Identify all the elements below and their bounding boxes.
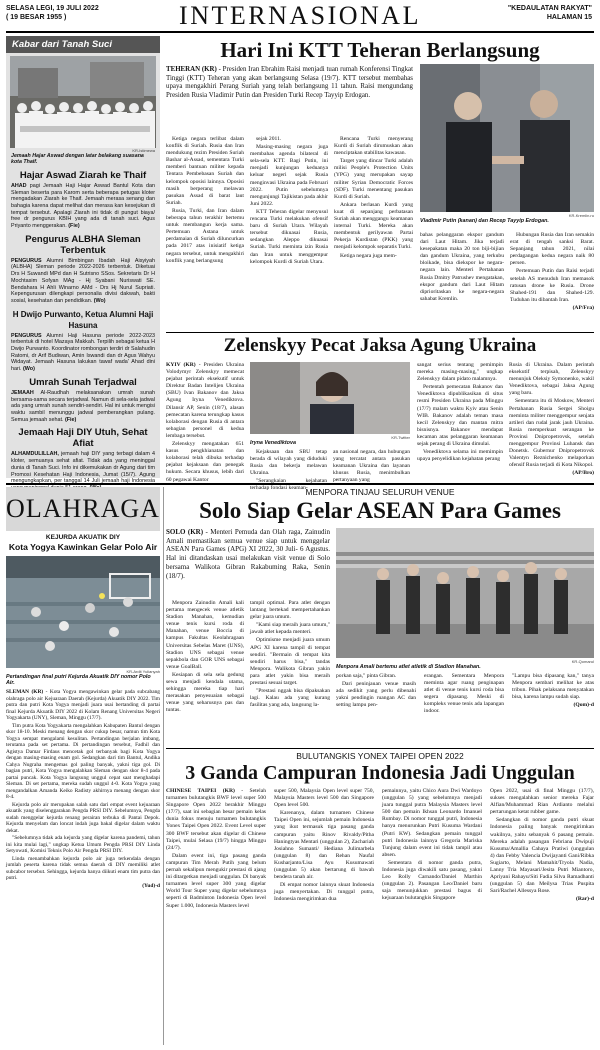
paragraph: [166, 788, 266, 852]
ktt-column-5: [510, 232, 594, 312]
polo-photo: [6, 556, 160, 668]
ganda-column-4: [490, 788, 594, 904]
ganda-column-3: [382, 788, 482, 904]
paragraph: Zelenskyy mengatakan 651 kasus pengkhianatan dan kolaborasi telah dibuka terhadap pejabat kejaksaan dan penegak hukum. Secara khusus, lebih dari 60 pegawai Kantor: [166, 441, 244, 483]
sidebar-item-lead: PENGURUS: [11, 257, 42, 264]
ganda-author-tag: (Rar)-d: [575, 896, 594, 903]
paragraph: pemainnya, yaitu Chico Aura Dwi Wardoyo (unggulan 5) yang sebelumnya menjadi juara tunggal putra Malaysia Masters level 500 dan pemain Ikhsan Leonardo Imanuel Rumbay. Di nomor tunggal putri, Indonesia hanya menurunkan Putri Kusuma Wardani (Putri KW). Sedangkan pemain tunggal putri Indonesia lainnya Gregoria Mariska Tunjung dalam event ini tidak tampil atau absen.: [382, 788, 482, 858]
solo-author-tag: (Qom)-d: [573, 702, 594, 709]
sidebar-item-tag: (Fie): [64, 416, 77, 423]
ktt-bottom-rule: [166, 332, 594, 333]
section-divider: [6, 483, 594, 485]
sidebar-item-tag: (Fie): [68, 223, 80, 230]
ktt-column-4: [420, 232, 504, 304]
paragraph: Kesiapan di sela sela gedung sewa menjadi kendala utama, sehingga mereka tiap hari merasakan penyesuaian sebagai venue yang seharusnya pas dan tuntas.: [166, 671, 244, 714]
olahraga-banner: [6, 487, 160, 531]
menpora-photo: [336, 528, 594, 658]
sidebar-item-title: Hajar Aswad Ziarah ke Thaif: [19, 169, 147, 181]
polo-headline: Kota Yogya Kawinkan Gelar Polo Air: [8, 542, 158, 552]
polo-author-tag: (Yud)-d: [142, 882, 160, 889]
masthead-jawa-date: ( 19 BESAR 1955 ): [6, 14, 67, 21]
paragraph: Sementara itu di Moskow, Menteri Pertahanan Rusia Sergei Shoigu meminta militer menggempur senjata artileri dan rudal jarak jauh Ukraina. Rusia memperkuat serangan ke Provinsi Dnipropetrovsk, setelah menggempur Provinsi Luhansk dan Donetsk. Gubernur Dnipropetrovsk Valentyn Reznichenko melaporkan ofensif Rusia terjadi di Kota Nikopol.: [509, 398, 594, 469]
paragraph: Sedangkan di nomor ganda putri skuat Indonesia paling banyak mengirimkan wakilnya, yaitu sebanyak 6 pasang pemain. Mereka adalah pasangan Febriana Dwipuji Kusuma/Amallia Cahaya Pratiwi (unggulan 4) dan Febby Valencia Dwijayanti Gani/Ribka Sugiarto, Melani Mamahit/Tryola Nadia, Lanny Tria Mayasari/Jesita Putri Miantoro, Apriyani Rahayu/Siti Fadia Silva Ramadhanti (unggulan 5) dan Meilysa Trias Puspita Sari/Rachel Allessya Rose.: [490, 817, 594, 895]
athletes-stadium-photo-icon: [336, 528, 594, 658]
solo-column-3: [336, 673, 416, 710]
paragraph: sejak 2011.: [256, 136, 282, 142]
sidebar-photo-caption: Jemaah Hajar Aswad dengan latar belakang suasana kota Thaif.: [11, 153, 144, 166]
solo-headline: Solo Siap Gelar ASEAN Para Games: [199, 498, 561, 523]
column-divider: [163, 487, 164, 1045]
sidebar-photo: [10, 56, 156, 148]
polo-body: [6, 689, 160, 889]
sidebar-item-title: Pengurus ALBHA Sleman Terbentuk: [25, 233, 141, 256]
olahraga-banner-text: OLAHRAGA: [6, 494, 160, 523]
zel-author-tag: (AP/Bro): [572, 470, 594, 477]
putin-erdogan-photo: [420, 64, 594, 212]
paragraph: Rusia di Ukraina. Dalam perintah eksekutif terpisah, Zelenskyy menunjuk Oleksiy Symonenko, wakil Venediktova, sebagai Jaksa Agung yang baru.: [509, 362, 594, 397]
haji-sidebar: [6, 36, 160, 485]
sidebar-item-title: H Dwijo Purwanto, Ketua Alumni Haji Hasuna: [12, 309, 154, 330]
sidebar-item-lead: JEMAAH: [11, 389, 34, 396]
polo-kicker: KEJURDA AKUATIK DIY: [45, 534, 121, 541]
sidebar-item-text: jemaah haji DIY yang terbagi dalam 4 kloter, semuanya sehat afiat. Tidak ada yang meninggal dunia di Tanah Suci. Info ini dikemukakan dr Agung dari tim Promosi Kesehatan Haji Indonesia, Jumat (15/7). Agung mengungkapkan, per tanggal 14 Juli jemaah haji Indonesia: [11, 451, 155, 485]
paragraph: Dari peninjauan venue masih ada sedikit yang perlu dibenahi yakni pendingin ruangan AC dan setting lampu pen-: [336, 681, 416, 709]
ganda-headline: 3 Ganda Campuran Indonesia Jadi Unggulan: [185, 762, 575, 784]
paragraph: tampil optimal. Para atlet dengan lantang bertekad mempertahankan gelar juara umum.: [250, 600, 330, 621]
paragraph: Rencana Turki menyerang Kurdi di Suriah dirumuskan akan menciptakan stabilitas kawasan.: [334, 136, 413, 157]
paper-info: [508, 4, 592, 22]
paragraph: an nasional negara, dan hubungan yang tercatat antara pasukan keamanan Ukraina dan layanan khusus Rusia, menimbulkan pertanyaan yang: [333, 449, 410, 484]
sidebar-item: [11, 377, 155, 424]
sidebar-item-tag: (Wo): [23, 366, 35, 373]
paragraph: "Kami siap meraih juara umum," jawab atlet kepada menteri.: [250, 622, 331, 636]
ganda-column-1: [166, 788, 266, 911]
solo-dateline: SOLO (KR): [166, 528, 204, 536]
paragraph: Kejurda polo air merupakan salah satu dari empat event kejuaraan akuatik yang diselenggarakan Pengda PRSI DIY. Sebelumnya, Pengda sudah menggelar kejurda renang perairan terbuka di Pantai Depok. Kejurda menyelam dan loncat indah juga bakal digelar dalam waktu dekat.: [6, 801, 160, 834]
page-number: HALAMAN 15: [546, 14, 592, 21]
portrait-photo-icon: [250, 362, 410, 434]
sidebar-item-text: Al-Raudhah melaksanakan umrah sunah bersama-sama secara terjadwal. Namun di sela-sela jadwal ada yang umrah sunah sendiri-sendiri. Hal ini untuk mengisi waktu sambil menunggu jadwal pemberangkan pulang. Semua jemaah sehat.: [11, 389, 155, 423]
paragraph: [166, 362, 244, 440]
sidebar-item: [11, 427, 155, 491]
sidebar-item: [11, 309, 155, 373]
masthead-rule: [6, 31, 594, 33]
paragraph: Ketiga negara terlibat dalam konflik di Suriah. Rusia dan Iran mendukung rezim Presiden Suriah Bashar al-Assad, sementara Turki memberi bantuan militer kepada Tentara Pembebasan Suriah dan kelompok oposisi lainnya. Oposisi masih berperang melawan pasukan Assad di barat laut Suriah.: [166, 136, 244, 206]
paragraph: Target yang dincar Turki adalah milisi People's Protection Units (YPG) yang merupakan sayap militer Syrian Democratic Forces (SDF). Turki menentang pasukan Kurdi di Suriah.: [334, 158, 413, 200]
polo-photo-caption: Pertandingan final putri Kejurda Akuatik DIY nomor Polo Air.: [6, 674, 151, 687]
ganda-dateline: CHINESE TAIPEI (KR): [166, 788, 235, 794]
masthead-date: SELASA LEGI, 19 JULI 2022: [6, 5, 99, 12]
paper-name: "KEDAULATAN RAKYAT": [507, 5, 592, 12]
solo-kicker: MENPORA TINJAU SELURUH VENUE: [305, 487, 455, 497]
zel-column-4: [417, 362, 503, 464]
paragraph: "Prestasi nggak bisa dipaksakan lagi. Kalau ada yang kurang fasilitas yang ada, langsung la-: [250, 688, 330, 709]
sidebar-item-lead: AHAD: [11, 182, 27, 189]
solo-column-5: [512, 673, 594, 709]
solo-lead-text: - Menteri Pemuda dan Olah raga, Zainudin Amali memastikan semua venue siap untuk menggelar ASEAN Para Games (APG) XI 2022, 30 Juli- 6 Agustus. Hal ini ditandaskan usai melakukan visit venue di Solo bersama Walikota Gibran Rakabuming Raka, Senin (18/7).: [166, 528, 330, 580]
zel-column-3: [333, 449, 410, 485]
paragraph: Tim putra Kota Yogyakarta mengalahkan Kabupaten Bantul dengan skor 18-10. Meski menang dengan skor cukup besar, namun tim Kota Yogya sempat mengalami kesulitan. Pertandingan berjalan imbang, terutama pada set pertama. Di pertandingan tersebut, Fadhil dan Agistya Damar Firdaus mencetak gol terbanyak bagi Kota Yogya dengan masing-masing enam gol. Sedangkan dari tim Bantul, Andika Cahya Nugraha mengemas gol paling banyak, yakni tiga gol. Di bagian putri, Kota Yogya mengalahkan Sleman dengan skor 8-4 pada partai puncak. Kota Yogya langsung unggul cepat saat menghadapi Sleman. Di set pertama, mereka sudah unggul 4-0. Kota Yogya yang mengandalkan Amanda Keiko Radisty akhirnya menang dengan skor 8-4.: [6, 722, 160, 800]
ktt-dateline: TEHERAN (KR): [166, 66, 217, 73]
sidebar-item-text: pagi Jemaah Haji Hajar Aswad Bantul Kota dan Sleman beserta para Karom serta beberapa petugas kloter mengadakan Ziarah ke Thaif. Jemaah merasa senang dan bahagia karena dapat melihat dan merasa kan kesejukan di tempat tersebut. Apalagi Ziarah ini tidak di pungut biaya/ free dr pengurus KBIH yang ada di tanah suci. Agus Priyanto menggerakan.: [11, 182, 155, 230]
zel-headline: Zelenskyy Pecat Jaksa Agung Ukraina: [223, 335, 537, 356]
polo-dateline: SLEMAN (KR): [6, 689, 44, 695]
ktt-photo-caption: Vladimir Putin (kanan) dan Recep Tayyip Erdogan.: [420, 218, 549, 224]
paragraph: bahas pelanggaran ekspor gandum dari Laut Hitam. Jika terjadi kesepakatan maka 20 ton biji-bijian dan gandum Ukraina, yang terkubu bloikade, bisa diekspor ke negara-negara lain. Menteri Pertahanan Rusia Dmitry Patrushev mengatakan, ekspor gandum dari Laut Hitam diprioritaskan ke negara-negara sahabat Kremlin.: [420, 232, 504, 302]
sidebar-item: [11, 234, 155, 305]
paragraph: Ankara berlasan Kurdi yang kuat di sepanjang perbatasan Suriah akan menggangu keamanan internal Turki. Mereka akan membentuk gerilyawan Partai Pekerja Kurdistan (PKK) yang menjadi kelompok separatis Turki.: [334, 201, 413, 251]
paragraph: Linda menambahkan kejurda polo air juga terkendala dengan jumlah peserta karena tidak semua daerah di DIY memiliki atlet subcabor tersebut. Sehingga, kejurda hanya diikuti enam tim putra dan putri.: [6, 855, 160, 881]
paragraph: Pertemuan Putin dan Raisi terjadi setelah AS menuduh Iran memasok ratusan drone ke Rusia. Drone Shahed-191 dan Shahed-129. Tuduhan itu dibantah Iran.: [510, 268, 594, 303]
paragraph: Masing-masing negara juga membahas agenda bilateral di sela-sela KTT. Bagi Putin, ini menjadi kunjungan keduanya keluar negeri sejak Rusia menginvasi Ukraina pada Februari 2022. Putin sebelumnya mengunjungi Tajikistan pada akhir Juni 2022.: [250, 144, 328, 207]
paragraph: sangat serius tentang pemimpin mereka masing-masing," ungkap Zelenskyy dalam pidato malamnya.: [417, 362, 503, 383]
ganda-column-2: [274, 788, 374, 905]
paragraph: Ketiga negara juga mem-: [340, 252, 397, 259]
sidebar-item-title: Umrah Sunah Terjadwal: [29, 376, 137, 388]
paragraph: Open 2022, usai di final Minggu (17/7), sukses mengalahkan senior mereka Fajar Alfian/Muhammad Rian Ardianto melalui pertarungan ketat rubber game.: [490, 788, 594, 816]
paragraph-text: - Presiden Ukraina Volodymyr Zelenskyy memecat pejabat perintah eksekutif untuk Direktur Badan Intelijen Ukraina (SBU) Ivan Bakanov dan Jaksa Agung Iryna Venediktova. Dilansir AP, Senin (18/7), alasan pemecatan karena terungkap kasus kolaborasi dengan Rusia di antara sebagian personel di kedua lembaga tersebut.: [166, 362, 244, 439]
venediktova-photo: [250, 362, 410, 434]
sidebar-items: [6, 170, 160, 492]
paragraph: [6, 689, 160, 722]
paragraph: Menpora Zainudin Amali kali pertama mengecek venue atletik Stadion Manahan, kemudian venue tenis kursi roda di Manahan, venue Boccia di kampus Fakultas Keolahragaan Universitas Sebelas Maret (UNS), Stadion UNS sebagai venue sepakbola dan GOR UNS sebagai venue GoalBall.: [166, 600, 244, 670]
sidebar-item-text: Alumni Bimbingan Ibadah Haji Aisyiyah (ALBHA) Sleman periode 2022-2026 terbentuk. Diketuai Drs H Suwandi MPd dan H Sutrisno SSos. Sekretaris Dr H Mochtasim Sofyan MAg - Hj Syabani Nuriswati SE. Bendahara H Ahli Winarno AMd - Drs Hj Nurul Supriati. Kepengurusan dilengkapi personalia divisi dakwah, bakti sosial, kesehatan dan pendidikan.: [11, 257, 155, 304]
sidebar-photo-credit: KR-Istimewa: [132, 148, 155, 153]
ktt-column-1: [166, 136, 244, 266]
sidebar-item-lead: ALHAMDULILLAH,: [11, 451, 59, 458]
zel-photo-caption: Iryna Venediktova: [250, 440, 296, 446]
paragraph: "Serangkaian kejahatan terhadap fondasi keaman-: [250, 478, 327, 492]
solo-lead: [166, 528, 330, 580]
paragraph: Pertentah pemecatan Bakanov dan Venediktova dipublikasikan di situs resmi Presiden Ukraina pada Minggu (17/7) malam waktu Kyiv atau Senin WIB. Bakanov adalah teman masa kecil Zelenskyy dan mantan mitra bisnisnya. Bakanov mendapat kecaman atas pelanggaran keamanan sejak perang di Ukraina dimulai.: [417, 384, 503, 448]
water-polo-photo-icon: [6, 556, 160, 668]
zel-column-5: [509, 362, 594, 478]
paragraph: Kejaksaan dan SBU tetap berada di wilayah yang diduduki Rusia dan bekerja melawan Ukraina.: [250, 449, 327, 477]
polo-photo-credit: KR-Ardit Yulianyah: [126, 669, 160, 674]
paragraph: Optimisme menjadi juara umum APG XI karena tampil di tempat sendiri. "Bermain di tempat kita sendiri harus bisa," tandas Menpora. Walikota Gibran yakin para atlet yakin bisa meraih prestasi sesuai target.: [250, 637, 330, 687]
zel-dateline: KYIV (KR): [166, 362, 196, 368]
paragraph: KTT Teheran digelar menyusul rencana Turki melakukan ofensif baru di Suriah Utara. Wilayah tersebut dikuasai Rusia, sedangkan Aleppo dikuasai Suriah. Turki meminta izin Rusia dan Iran untuk menggempur kelompok Kurdi di Suriah Utara.: [250, 208, 328, 265]
pilgrims-photo-icon: [10, 56, 156, 148]
sidebar-item: [11, 170, 155, 230]
paragraph-text: - Setelah turnamen bulutangkis BWF level super 500 Singapore Open 2022 berakhir Minggu (17/7), saat ini sebagian besar pemain kelas dunia fokus menuju turnamen bulutangkis Yonex Taipei Open 2022. Event Level super 300 BWF tersebut akan digelar di Chinese Taipei, mulai Selasa (19/7) hingga Minggu (24/7).: [166, 788, 266, 851]
paragraph: Karenanya, dalam turnamen Chinese Taipei Open ini, sejumlah pemain Indonesia yang ikut termasuk tiga pasang ganda campuran yaitu Rinov Rivaldy/Pitha Haningtyas Mentari (unggulan 2), Zachariah Josiahno Sumanti/ Hediana Julimarbela (unggulan 8) dan Rehan Naufal Kusharjanto/Lisa Ayu Kusumawati (unggulan 5) akan bertarung di bawah bendera tanah air.: [274, 810, 374, 881]
paragraph: "Lampu bisa dipasang kan," tanya Menpora sembari melihat ke atas tribun. Pihak pelaksana menyatakan bisa, karena lampu sudah siap.: [512, 673, 594, 701]
ganda-kicker: BULUTANGKIS YONEX TAIPEI OPEN 2022: [296, 751, 464, 761]
paragraph: erangan. Sementara Menpora meminta agar ruang penginapan atlet di venue tenis kursi roda bisa segera dipasang. Meski di kompleks venue tenis ada lapangan indoor.: [424, 673, 504, 715]
handshake-photo-icon: [420, 64, 594, 212]
ktt-lead: [166, 66, 413, 100]
paragraph: Dalam event ini, tiga pasang ganda campuran Tim Merah Putih yang belum pernah sekalipun mengukir prestasi di ajang ini ditargetkan menjadi unggulan. Di banyak turnamen level super 300 yang digelar World Tour Super yang digelar sebelumnya seperti di Badminton Indonesia Open level Super 1.000, Indonesia Masters level: [166, 852, 266, 909]
sidebar-item-tag: (Wo): [93, 297, 106, 304]
paragraph: Sementara di nomor ganda putra, Indonesia juga diwakili satu pasang, yakni Leo Rolly Carnando/Daniel Marthin (unggulan 2). Pasangan Leo/Daniel baru saja menunjukkan prestasi bagus di kejuaraan bulutangkis Singapore: [382, 859, 482, 902]
sidebar-item-lead: PENGURUS: [11, 332, 42, 339]
ktt-lead-text: - Presiden Iran Ebrahim Raisi menjadi tuan rumah Konferensi Tingkat Tinggi (KTT) Teheran yang akan berlangsung Selasa (19/7). KTT tersebut membahas upaya mengakhiri Perang Suriah yang telah berlangsung 11 tahun. Raisi mengundang Presiden Rusia Vladimir Putin dan Presiden Turki Recep Tayyip Erdogan.: [166, 66, 413, 99]
solo-column-1: [166, 600, 244, 716]
zel-column-1: [166, 362, 244, 485]
solo-bottom-rule: [166, 748, 594, 749]
paragraph: Venediktova selama ini memimpin upaya penyelidikan kejahatan perang: [417, 449, 503, 463]
ktt-column-2: [250, 136, 328, 267]
zel-photo-credit: KR-Twitter: [391, 435, 410, 440]
sidebar-item-title: Jemaah Haji DIY Utuh, Sehat Afiat: [18, 427, 148, 450]
section-title: INTERNASIONAL: [179, 1, 421, 30]
ktt-photo-credit: KR-Kremlin.ru: [568, 213, 594, 218]
paragraph: Hubungan Rusia dan Iran semakin erat di tengah sanksi Barat. Sepanjang tahun 2021, nilai perdagangan kedua negara naik 80 persen.: [510, 232, 594, 267]
ktt-headline: Hari Ini KTT Teheran Berlangsung: [220, 38, 540, 62]
paragraph: super 500, Malaysia Open level super 750, Malaysia Masters level 500 dan Singapore Open level 500.: [274, 788, 374, 809]
solo-photo-credit: KR-Qomarul: [571, 659, 594, 664]
paragraph: Rusia, Turki, dan Iran dalam beberapa tahun terakhir bertemu untuk membangun kerja sama. Pertemuan Astana untuk perdamaian di Suriah diluncurkan pada 2017 atas inisiatif ketiga negara tersebut, untuk mengakhiri konflik yang berlangsung: [166, 207, 244, 264]
ktt-author-tag: (AP/Fra): [572, 304, 594, 311]
sidebar-title-bar: Kabar dari Tanah Suci: [6, 36, 160, 53]
paragraph: porkan saja," pinta Gibran.: [336, 673, 397, 679]
solo-column-4: [424, 673, 504, 717]
paragraph-text: - Kota Yogya mengawinkan gelar pada subcabang olahraga polo air Kejuaraan Daerah (Kejurda) Akuatik DIY 2022. Tim putra dan putri Kota Yogya menjadi juara usai bertanding di partai final Kejurda Akuatik DIY 2022 di Kolam Renang Universitas Negeri Yogyakarta (UNY), Sleman, Minggu (17/7).: [6, 689, 160, 721]
solo-column-2: [250, 600, 330, 710]
sidebar-item-text: Alumni Haji Hasuna periode 2022-2023 terbentuk di hotel Mazaya Makkah. Terpilih sebagai ketua H Dwijo Purwanto. Koordinator rombongan terdiri dr Salahudin Ratomi, dr Arif Budiwan, Amin Iswandi dan dr Agus Wahyu Widayat. Jemaah Hasuna lakukan tawaf wada' Ahad dini hari.: [11, 332, 155, 373]
ktt-column-3: [334, 136, 413, 261]
paragraph: Di empat nomor lainnya skuat Indonesia juga menyertakan. Di tunggal putra, Indonesia mengirimkan dua: [274, 882, 374, 903]
paragraph: "Sebelumnya tidak ada kejurda yang digelar karena pandemi, tahun ini kita mulai lagi," ungkap Ketua Umum Pengda PRSI DIY Linda Setyowati, Komisi Teknis Polo Air Pengda PRSI DIY.: [6, 835, 160, 854]
solo-photo-caption: Menpora Amali bertemu atlet atletik di Stadion Manahan.: [336, 664, 481, 670]
